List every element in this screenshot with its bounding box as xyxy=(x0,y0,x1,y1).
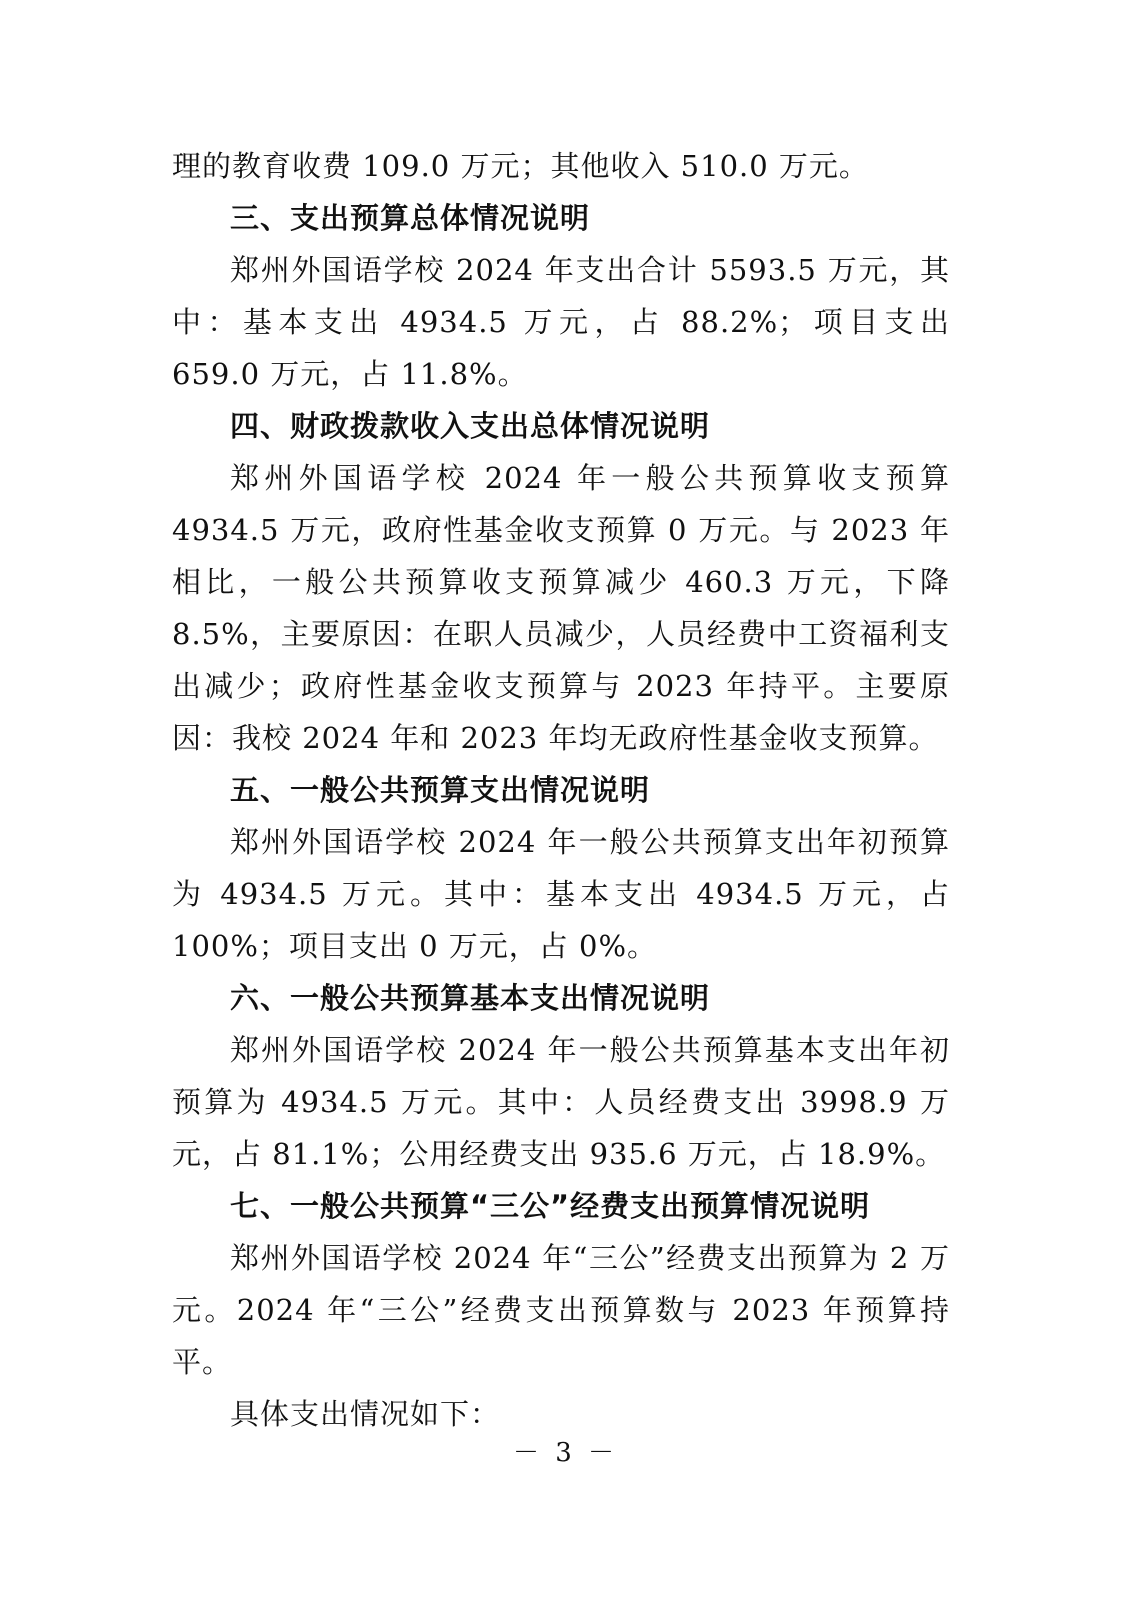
paragraph-income-tail: 理的教育收费 109.0 万元；其他收入 510.0 万元。 xyxy=(172,149,869,183)
paragraph-expenditure-overview: 郑州外国语学校 2024 年支出合计 5593.5 万元，其中：基本支出 4934.5 万元，占 88.2%；项目支出 659.0 万元，占 11.8%。 xyxy=(172,253,950,391)
heading-fiscal-appropriation: 四、财政拨款收入支出总体情况说明 xyxy=(230,409,711,443)
heading-general-public-budget: 五、一般公共预算支出情况说明 xyxy=(230,773,651,807)
heading-basic-expenditure: 六、一般公共预算基本支出情况说明 xyxy=(230,981,711,1015)
heading-three-public-expenses: 七、一般公共预算“三公”经费支出预算情况说明 xyxy=(230,1189,871,1223)
paragraph-details-intro: 具体支出情况如下： xyxy=(230,1397,501,1431)
paragraph-general-public-budget: 郑州外国语学校 2024 年一般公共预算支出年初预算为 4934.5 万元。其中：基本支出 4934.5 万元，占 100%；项目支出 0 万元，占 0%。 xyxy=(172,825,950,963)
paragraph-fiscal-appropriation: 郑州外国语学校 2024 年一般公共预算收支预算 4934.5 万元，政府性基金收支预算 0 万元。与 2023 年相比，一般公共预算收支预算减少 460.3 万元，下降 8.5%，主要原因：在职人员减少，人员经费中工资福利支出减少；政府性基金收支预算与 2023 年持平。主要原因：我校 2024 年和 2023 年均无政府性基金收支预算。 xyxy=(172,461,950,755)
page-number: － 3 － xyxy=(512,1438,619,1468)
document-body xyxy=(172,140,950,1440)
heading-expenditure-overview: 三、支出预算总体情况说明 xyxy=(230,201,591,235)
paragraph-three-public-expenses: 郑州外国语学校 2024 年“三公”经费支出预算为 2 万元。2024 年“三公”经费支出预算数与 2023 年预算持平。 xyxy=(172,1241,950,1379)
paragraph-basic-expenditure: 郑州外国语学校 2024 年一般公共预算基本支出年初预算为 4934.5 万元。其中：人员经费支出 3998.9 万元，占 81.1%；公用经费支出 935.6 万元，占 18.9%。 xyxy=(172,1033,950,1171)
